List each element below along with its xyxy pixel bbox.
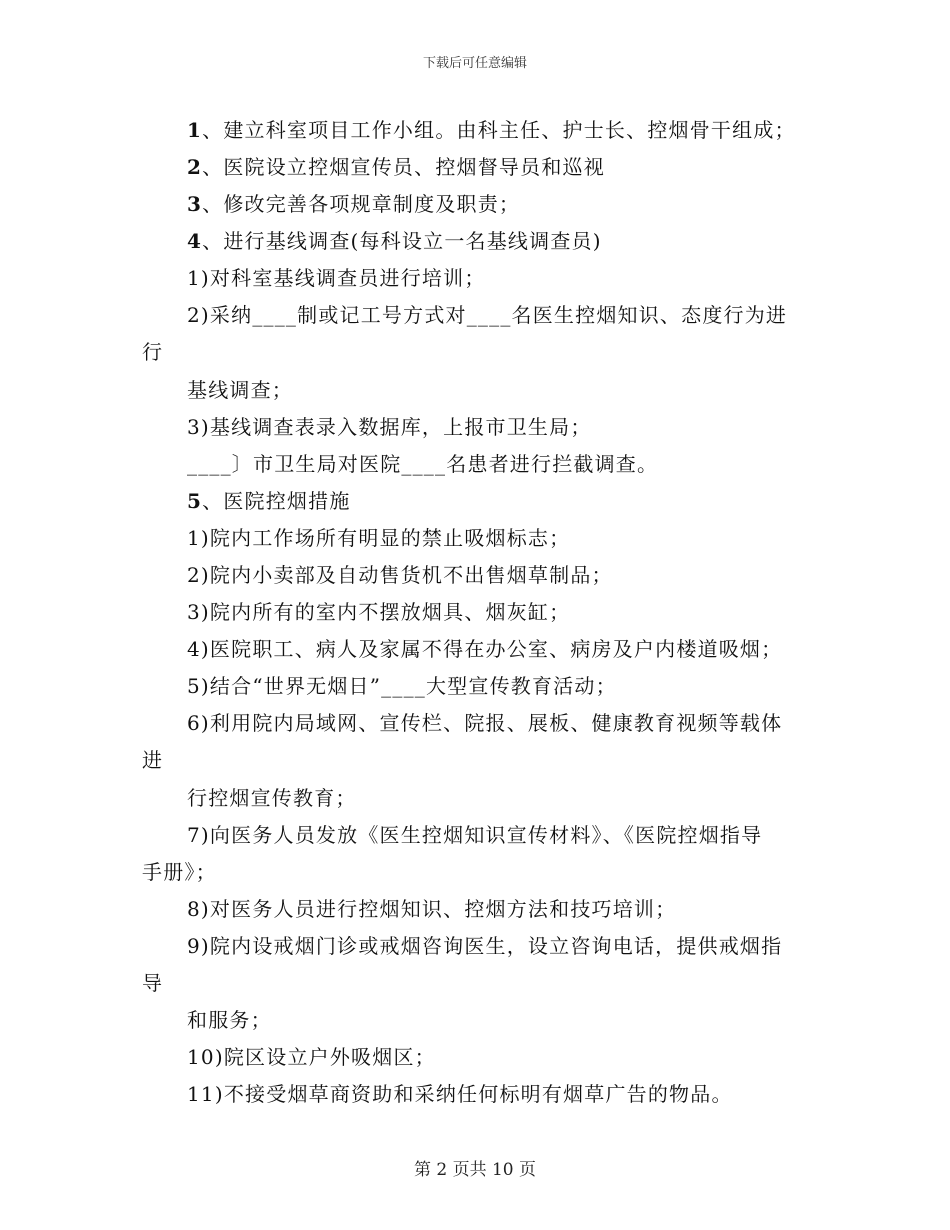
item-5: [187, 485, 351, 514]
item-number: 5: [187, 489, 203, 513]
item-number: 4: [187, 229, 203, 253]
sub-item: 2)采纳____制或记工号方式对____名医生控烟知识、态度行为进: [187, 303, 788, 327]
item-text: 、医院设立控烟宣传员、控烟督导员和巡视: [202, 155, 605, 179]
item-4: [187, 225, 602, 254]
wrapped-line: 行: [142, 340, 164, 364]
sub-item: 1)对科室基线调查员进行培训；: [187, 266, 486, 290]
sub-item: 行控烟宣传教育；: [187, 786, 357, 810]
item-number: 3: [187, 192, 203, 216]
item-text: 、进行基线调查(每科设立一名基线调查员): [202, 229, 602, 253]
page-header: 下载后可任意编辑: [422, 56, 527, 71]
sub-item: 基线调查；: [187, 378, 293, 402]
sub-item: 6)利用院内局域网、宣传栏、院报、展板、健康教育视频等载体: [187, 711, 783, 735]
sub-item: 8)对医务人员进行控烟知识、控烟方法和技巧培训；: [187, 897, 677, 921]
sub-item: 2)院内小卖部及自动售货机不出售烟草制品；: [187, 563, 613, 587]
sub-item: 1)院内工作场所有明显的禁止吸烟标志；: [187, 526, 571, 550]
sub-item: 10)院区设立户外吸烟区；: [187, 1045, 436, 1069]
page-footer: 第 2 页共 10 页: [413, 1160, 537, 1180]
wrapped-line: 手册》；: [142, 860, 217, 884]
item-3: [187, 188, 520, 217]
sub-item: 9)院内设戒烟门诊或戒烟咨询医生，设立咨询电话，提供戒烟指: [187, 934, 783, 958]
sub-item: 11)不接受烟草商资助和采纳任何标明有烟草广告的物品。: [187, 1082, 733, 1106]
item-number: 2: [187, 155, 203, 179]
sub-item: 3)基线调查表录入数据库，上报市卫生局；: [187, 415, 592, 439]
sub-item: 5)结合“世界无烟日”____大型宣传教育活动；: [187, 674, 617, 698]
wrapped-line: 进: [142, 748, 164, 772]
item-text: 、修改完善各项规章制度及职责；: [202, 192, 521, 216]
item-2: [187, 151, 605, 180]
sub-item: ____〕市卫生局对医院____名患者进行拦截调查。: [187, 452, 659, 476]
wrapped-line: 导: [142, 971, 164, 995]
item-1: [187, 114, 796, 143]
item-number: 1: [187, 118, 203, 142]
item-text: 、医院控烟措施: [202, 489, 351, 513]
sub-item: 和服务；: [187, 1008, 272, 1032]
sub-item: 7)向医务人员发放《医生控烟知识宣传材料》、《医院控烟指导: [187, 823, 763, 847]
sub-item: 4)医院职工、病人及家属不得在办公室、病房及户内楼道吸烟；: [187, 637, 783, 661]
sub-item: 3)院内所有的室内不摆放烟具、烟灰缸；: [187, 600, 571, 624]
item-text: 、建立科室项目工作小组。由科主任、护士长、控烟骨干组成；: [202, 118, 796, 142]
